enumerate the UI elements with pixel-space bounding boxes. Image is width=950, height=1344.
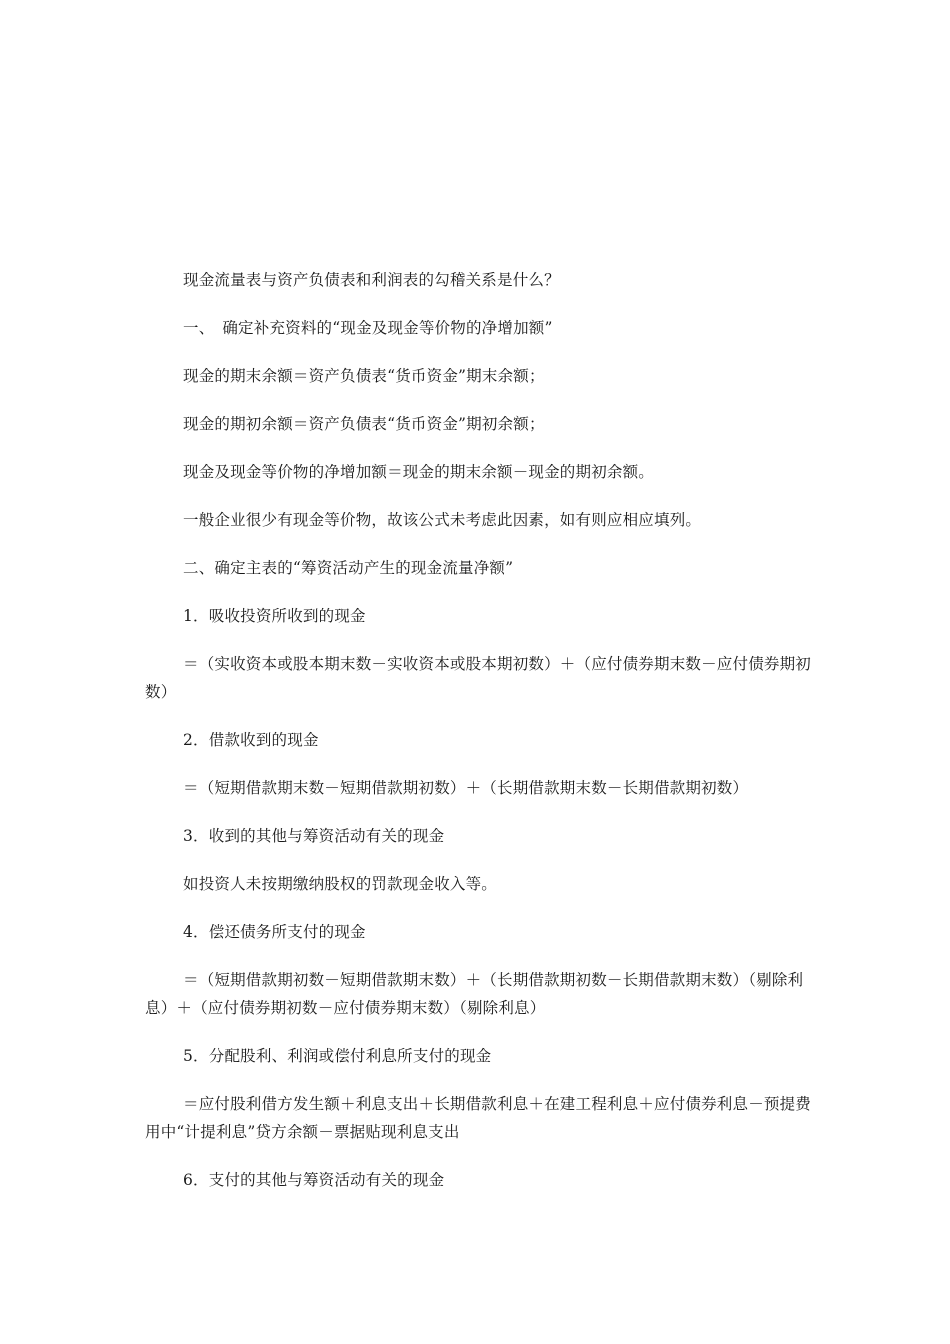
note-cash-equivalents: 一般企业很少有现金等价物，故该公式未考虑此因素，如有则应相应填列。 — [183, 511, 702, 529]
formula-beginning-cash: 现金的期初余额＝资产负债表“货币资金”期初余额； — [183, 415, 545, 433]
item-4-formula: ＝（短期借款期初数－短期借款期末数）＋（长期借款期初数－长期借款期末数）（剔除利息）＋（应付债券期初数－应付债券期末数）（剔除利息） — [145, 971, 804, 1017]
item-1-heading: 1．吸收投资所收到的现金 — [183, 607, 366, 625]
item-2-heading: 2．借款收到的现金 — [183, 731, 319, 749]
section-heading-one: 一、 确定补充资料的“现金及现金等价物的净增加额” — [183, 319, 553, 337]
formula-net-increase: 现金及现金等价物的净增加额＝现金的期末余额－现金的期初余额。 — [183, 463, 655, 481]
formula-ending-cash: 现金的期末余额＝资产负债表“货币资金”期末余额； — [183, 367, 545, 385]
section-heading-two: 二、确定主表的“筹资活动产生的现金流量净额” — [183, 559, 514, 577]
item-3-heading: 3．收到的其他与筹资活动有关的现金 — [183, 827, 445, 845]
item-1-formula: ＝（实收资本或股本期末数－实收资本或股本期初数）＋（应付债券期末数－应付债券期初数） — [145, 655, 812, 701]
item-5-heading: 5．分配股利、利润或偿付利息所支付的现金 — [183, 1047, 492, 1065]
item-5-formula: ＝应付股利借方发生额＋利息支出＋长期借款利息＋在建工程利息＋应付债券利息－预提费用中“计提利息”贷方余额－票据贴现利息支出 — [145, 1095, 812, 1141]
question-title: 现金流量表与资产负债表和利润表的勾稽关系是什么？ — [183, 271, 560, 289]
item-4-heading: 4．偿还债务所支付的现金 — [183, 923, 366, 941]
item-6-heading: 6．支付的其他与筹资活动有关的现金 — [183, 1171, 445, 1189]
item-2-formula: ＝（短期借款期末数－短期借款期初数）＋（长期借款期末数－长期借款期初数） — [183, 779, 749, 797]
item-3-note: 如投资人未按期缴纳股权的罚款现金收入等。 — [183, 875, 498, 893]
document-body — [145, 266, 817, 1214]
